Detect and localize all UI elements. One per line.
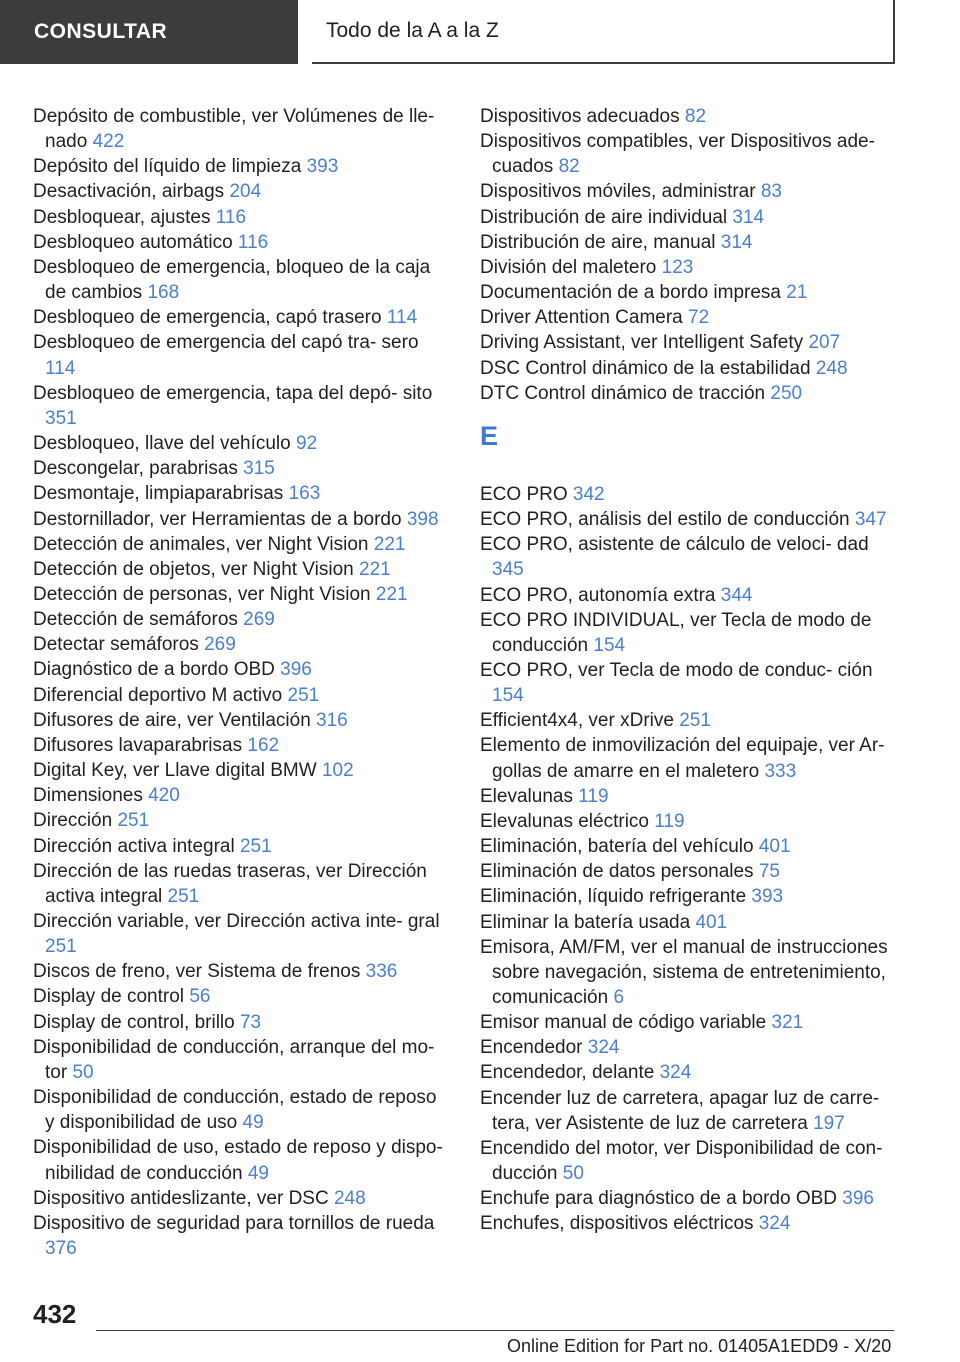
- index-entry-text: Desbloqueo de emergencia, tapa del depó‐ sito: [33, 382, 433, 404]
- index-entry-page-link[interactable]: 49: [242, 1112, 264, 1134]
- index-entry-text: ECO PRO, asistente de cálculo de veloci‐ dad: [480, 534, 869, 556]
- index-entry-page-link[interactable]: 344: [720, 584, 753, 606]
- index-entry-text: Descongelar, parabrisas: [33, 458, 238, 480]
- index-entry-text: Disponibilidad de uso, estado de reposo y dispo‐ nibilidad de conducción: [33, 1137, 443, 1184]
- index-entry: [480, 1010, 900, 1035]
- page-number: 432: [33, 1299, 77, 1329]
- index-entry: [33, 507, 445, 532]
- index-entry-page-link[interactable]: 401: [758, 836, 791, 858]
- index-entry: [480, 658, 900, 708]
- index-entry-page-link[interactable]: 221: [373, 533, 406, 555]
- index-entry-page-link[interactable]: 248: [815, 357, 848, 379]
- index-entry: [480, 708, 900, 733]
- index-entry-page-link[interactable]: 82: [684, 106, 707, 127]
- index-entry: [33, 154, 445, 179]
- index-entry-text: Depósito del líquido de limpieza: [33, 156, 302, 178]
- page-title: [312, 0, 895, 64]
- index-entry-text: Dispositivos compatibles, ver Dispositivos ade‐ cuados: [480, 131, 875, 178]
- index-entry-page-link[interactable]: 251: [287, 684, 320, 706]
- index-entry-page-link[interactable]: 119: [654, 810, 685, 832]
- index-entry: [33, 582, 445, 607]
- index-entry: [480, 935, 900, 1010]
- index-entry: [480, 834, 900, 859]
- index-entry: [33, 808, 445, 833]
- index-entry-page-link[interactable]: 119: [578, 785, 609, 807]
- index-entry: [33, 834, 445, 859]
- index-entry-page-link[interactable]: 207: [808, 332, 841, 354]
- index-entry: [33, 632, 445, 657]
- index-entry-text: Desbloqueo automático: [33, 231, 233, 253]
- index-entry-text: Detectar semáforos: [33, 634, 199, 656]
- index-entry-text: ECO PRO, autonomía extra: [480, 584, 716, 606]
- index-entry-text: Detección de animales, ver Night Vision: [33, 533, 369, 555]
- index-entry-text: Dimensiones: [33, 785, 143, 807]
- index-entry-text: Dirección variable, ver Dirección activa inte‐ gral: [33, 911, 440, 932]
- index-entry-text: ECO PRO INDIVIDUAL, ver Tecla de modo de conducción: [480, 609, 872, 656]
- index-entry: [33, 984, 445, 1009]
- index-entry-page-link[interactable]: 72: [688, 307, 710, 329]
- index-entry: [33, 532, 445, 557]
- index-entry: [33, 859, 445, 909]
- index-entry-page-link[interactable]: 393: [306, 156, 339, 178]
- index-entry-text: Dispositivo antideslizante, ver DSC: [33, 1187, 329, 1209]
- index-entry-text: Enchufe para diagnóstico de a bordo OBD: [480, 1188, 838, 1210]
- index-entry-page-link[interactable]: 333: [764, 760, 797, 782]
- index-entry-page-link[interactable]: 50: [562, 1163, 584, 1185]
- index-entry-page-link[interactable]: 347: [854, 509, 887, 531]
- index-entry-text: Elevalunas: [480, 785, 573, 807]
- index-entry-text: Dispositivos adecuados: [480, 106, 680, 127]
- index-column-left: [33, 104, 445, 1261]
- index-entry-text: Diagnóstico de a bordo OBD: [33, 659, 275, 681]
- index-entry-page-link[interactable]: 154: [492, 685, 524, 707]
- index-entry-text: Destornillador, ver Herramientas de a bordo: [33, 508, 402, 530]
- index-entry-page-link[interactable]: 251: [679, 710, 711, 732]
- index-entry: [33, 657, 445, 682]
- index-entry-text: Desbloqueo, llave del vehículo: [33, 433, 291, 455]
- index-entry: [480, 859, 900, 884]
- index-entry-page-link[interactable]: 123: [661, 256, 694, 278]
- index-entry: [480, 733, 900, 783]
- index-entry-text: Eliminación de datos personales: [480, 861, 754, 883]
- index-entry-text: Emisor manual de código variable: [480, 1012, 767, 1034]
- index-entry: [480, 179, 900, 204]
- index-entry-text: DSC Control dinámico de la estabilidad: [480, 357, 811, 379]
- index-entry: [33, 456, 445, 481]
- index-entry: [33, 1211, 445, 1261]
- index-entry-text: Eliminación, líquido refrigerante: [480, 886, 747, 908]
- index-entry: [33, 431, 445, 456]
- index-entry-text: Enchufes, dispositivos eléctricos: [480, 1213, 754, 1235]
- section-tab: [0, 0, 298, 64]
- index-entry: [480, 305, 900, 330]
- index-entry-text: Emisora, AM/FM, ver el manual de instrucciones sobre navegación, sistema de entretenimiento, comunicación: [480, 936, 888, 1008]
- index-entry: [33, 783, 445, 808]
- index-entry-text: Desbloquear, ajustes: [33, 206, 211, 228]
- index-entry-page-link[interactable]: 116: [215, 206, 247, 228]
- index-entry-page-link[interactable]: 422: [92, 131, 125, 153]
- index-entry: [480, 1211, 900, 1236]
- index-group-d: [480, 104, 900, 406]
- index-entry: [33, 909, 445, 959]
- index-entry-text: Documentación de a bordo impresa: [480, 282, 782, 304]
- index-entry: [33, 305, 445, 330]
- index-entry-page-link[interactable]: 163: [288, 483, 321, 505]
- index-entry-text: DTC Control dinámico de tracción: [480, 382, 766, 404]
- index-entry: [33, 1085, 445, 1135]
- index-entry-text: ECO PRO, análisis del estilo de conducción: [480, 509, 850, 531]
- index-entry-text: Diferencial deportivo M activo: [33, 684, 283, 706]
- index-entry: [33, 1010, 445, 1035]
- index-entry: [480, 532, 900, 582]
- index-entry-text: ECO PRO, ver Tecla de modo de conduc‐ ción: [480, 659, 873, 681]
- index-entry-page-link[interactable]: 315: [243, 458, 275, 480]
- index-entry: [480, 884, 900, 909]
- index-entry: [480, 1136, 900, 1186]
- section-letter-e: E: [480, 420, 499, 451]
- index-entry: [480, 809, 900, 834]
- index-column-right: [480, 104, 900, 1237]
- index-entry-page-link[interactable]: 221: [375, 583, 408, 605]
- footer-divider: [96, 1330, 894, 1331]
- index-entry-page-link[interactable]: 314: [732, 206, 765, 228]
- index-entry-page-link[interactable]: 396: [280, 659, 312, 681]
- index-entry: [480, 1086, 900, 1136]
- index-entry-text: Display de control, brillo: [33, 1011, 235, 1033]
- index-entry-page-link[interactable]: 324: [587, 1037, 620, 1059]
- index-entry-page-link[interactable]: 324: [659, 1062, 692, 1084]
- index-entry-text: Eliminación, batería del vehículo: [480, 836, 754, 858]
- index-entry-text: Driving Assistant, ver Intelligent Safety: [480, 332, 804, 354]
- index-entry-page-link[interactable]: 102: [321, 760, 354, 782]
- index-entry: [480, 507, 900, 532]
- index-entry-page-link[interactable]: 250: [770, 382, 803, 404]
- index-entry-text: Dispositivo de seguridad para tornillos de rueda: [33, 1212, 435, 1234]
- index-entry: [33, 1035, 445, 1085]
- index-group-e: [480, 482, 900, 1237]
- index-entry-text: Elemento de inmovilización del equipaje, ver Ar‐ gollas de amarre en el maletero: [480, 735, 885, 782]
- index-entry-text: División del maletero: [480, 256, 657, 278]
- index-entry-text: Dispositivos móviles, administrar: [480, 181, 756, 203]
- index-entry: [480, 129, 900, 179]
- index-entry-page-link[interactable]: 251: [167, 885, 200, 907]
- index-entry: [33, 1135, 445, 1185]
- index-entry-page-link[interactable]: 75: [758, 861, 780, 883]
- index-entry-page-link[interactable]: 50: [72, 1061, 94, 1083]
- index-entry: [33, 607, 445, 632]
- index-entry-text: Detección de semáforos: [33, 609, 238, 631]
- index-entry-page-link[interactable]: 73: [239, 1011, 262, 1033]
- index-entry-page-link[interactable]: 336: [365, 961, 398, 983]
- index-entry-page-link[interactable]: 49: [247, 1162, 269, 1184]
- index-entry: [480, 910, 900, 935]
- index-entry-page-link[interactable]: 56: [189, 986, 211, 1008]
- index-entry: [480, 482, 900, 507]
- index-entry-page-link[interactable]: 168: [147, 282, 180, 304]
- index-entry-page-link[interactable]: 396: [842, 1188, 874, 1210]
- index-entry-text: Driver Attention Camera: [480, 307, 683, 329]
- index-entry-page-link[interactable]: 6: [613, 987, 625, 1008]
- index-entry-page-link[interactable]: 345: [492, 559, 524, 581]
- index-entry-text: Desmontaje, limpiaparabrisas: [33, 483, 284, 505]
- index-entry-page-link[interactable]: 316: [316, 709, 348, 731]
- index-entry: [33, 255, 445, 305]
- index-entry: [33, 708, 445, 733]
- index-entry-page-link[interactable]: 251: [117, 810, 150, 832]
- index-entry-page-link[interactable]: 221: [359, 558, 391, 580]
- index-entry-page-link[interactable]: 376: [45, 1238, 77, 1260]
- index-entry-page-link[interactable]: 162: [247, 734, 280, 756]
- index-entry: [33, 205, 445, 230]
- index-entry: [33, 104, 445, 154]
- index-entry-page-link[interactable]: 393: [751, 886, 784, 908]
- index-entry-text: Desbloqueo de emergencia, capó trasero: [33, 307, 382, 329]
- index-entry-page-link[interactable]: 114: [386, 307, 418, 329]
- index-entry-text: Desbloqueo de emergencia, bloqueo de la caja de cambios: [33, 256, 431, 304]
- index-entry-text: Dirección activa integral: [33, 835, 235, 857]
- index-entry-text: Desactivación, airbags: [33, 181, 225, 203]
- index-entry-text: Encender luz de carretera, apagar luz de carre‐ tera, ver Asistente de luz de carretera: [480, 1087, 880, 1134]
- index-entry-page-link[interactable]: 269: [243, 609, 275, 631]
- index-entry-text: Dirección: [33, 810, 113, 832]
- index-entry: [33, 381, 445, 431]
- index-entry-text: Distribución de aire individual: [480, 206, 728, 228]
- index-entry: [33, 733, 445, 758]
- index-entry: [480, 255, 900, 280]
- index-entry-text: Detección de objetos, ver Night Vision: [33, 558, 354, 580]
- index-entry-page-link[interactable]: 398: [406, 508, 439, 530]
- index-entry-text: Desbloqueo de emergencia del capó tra‐ sero: [33, 332, 419, 354]
- index-entry-text: Difusores de aire, ver Ventilación: [33, 709, 311, 731]
- index-entry-page-link[interactable]: 251: [45, 936, 77, 958]
- index-entry: [480, 784, 900, 809]
- index-entry: [480, 330, 900, 355]
- index-entry-text: Disponibilidad de conducción, arranque del mo‐ tor: [33, 1036, 435, 1083]
- index-entry: [33, 557, 445, 582]
- index-entry-page-link[interactable]: 21: [786, 282, 808, 304]
- index-entry-page-link[interactable]: 116: [237, 231, 269, 253]
- index-entry: [33, 330, 445, 380]
- index-entry-page-link[interactable]: 420: [148, 785, 180, 807]
- index-entry-text: Depósito de combustible, ver Volúmenes de lle‐ nado: [33, 106, 435, 153]
- index-entry: [480, 1060, 900, 1085]
- index-entry-page-link[interactable]: 82: [558, 156, 580, 178]
- index-entry: [33, 1186, 445, 1211]
- index-entry: [33, 758, 445, 783]
- index-entry: [480, 280, 900, 305]
- index-entry: [480, 104, 900, 129]
- index-entry-text: Encendedor, delante: [480, 1062, 655, 1084]
- index-entry-text: Detección de personas, ver Night Vision: [33, 583, 371, 605]
- page-title-text: Todo de la A a la Z: [326, 19, 499, 42]
- index-entry-page-link[interactable]: 204: [229, 181, 262, 203]
- index-entry: [33, 179, 445, 204]
- index-entry-page-link[interactable]: 314: [720, 231, 753, 253]
- index-entry-text: Eliminar la batería usada: [480, 911, 691, 933]
- index-entry: [33, 959, 445, 984]
- index-entry-text: Discos de freno, ver Sistema de frenos: [33, 961, 361, 983]
- section-tab-label: CONSULTAR: [34, 20, 168, 43]
- index-entry-text: Efficient4x4, ver xDrive: [480, 710, 674, 732]
- footer-edition: Online Edition for Part no. 01405A1EDD9 - X/20: [507, 1336, 892, 1356]
- index-entry-page-link[interactable]: 269: [204, 634, 236, 656]
- index-entry-page-link[interactable]: 324: [758, 1213, 791, 1235]
- index-entry: [480, 608, 900, 658]
- index-entry-text: Encendedor: [480, 1037, 583, 1059]
- index-entry: [480, 1035, 900, 1060]
- index-entry-text: Disponibilidad de conducción, estado de reposo y disponibilidad de uso: [33, 1087, 437, 1134]
- index-entry-page-link[interactable]: 251: [239, 835, 272, 857]
- index-entry-page-link[interactable]: 321: [771, 1012, 804, 1034]
- index-entry-page-link[interactable]: 401: [695, 911, 728, 933]
- index-entry-page-link[interactable]: 197: [813, 1112, 845, 1134]
- index-entry-text: Difusores lavaparabrisas: [33, 734, 243, 756]
- index-entry-page-link[interactable]: 114: [45, 357, 76, 379]
- index-entry-text: Distribución de aire, manual: [480, 231, 716, 253]
- index-entry-page-link[interactable]: 342: [572, 483, 605, 505]
- index-entry-page-link[interactable]: 83: [760, 181, 782, 203]
- index-entry-text: Elevalunas eléctrico: [480, 810, 649, 832]
- index-entry: [480, 230, 900, 255]
- index-entry: [33, 683, 445, 708]
- index-entry: [33, 481, 445, 506]
- index-entry-page-link[interactable]: 154: [593, 634, 626, 656]
- index-entry-text: Dirección de las ruedas traseras, ver Dirección activa integral: [33, 860, 427, 907]
- index-entry: [33, 230, 445, 255]
- index-entry: [480, 381, 900, 406]
- index-entry: [480, 1186, 900, 1211]
- index-entry: [480, 205, 900, 230]
- index-entry-text: Encendido del motor, ver Disponibilidad de con‐ ducción: [480, 1137, 883, 1185]
- index-entry-page-link[interactable]: 92: [296, 433, 318, 455]
- index-entry-page-link[interactable]: 351: [45, 407, 77, 429]
- index-entry-page-link[interactable]: 248: [333, 1187, 366, 1209]
- index-entry: [480, 356, 900, 381]
- index-entry: [480, 583, 900, 608]
- index-entry-text: Display de control: [33, 986, 185, 1008]
- index-entry-text: ECO PRO: [480, 483, 568, 505]
- index-entry-text: Digital Key, ver Llave digital BMW: [33, 760, 317, 782]
